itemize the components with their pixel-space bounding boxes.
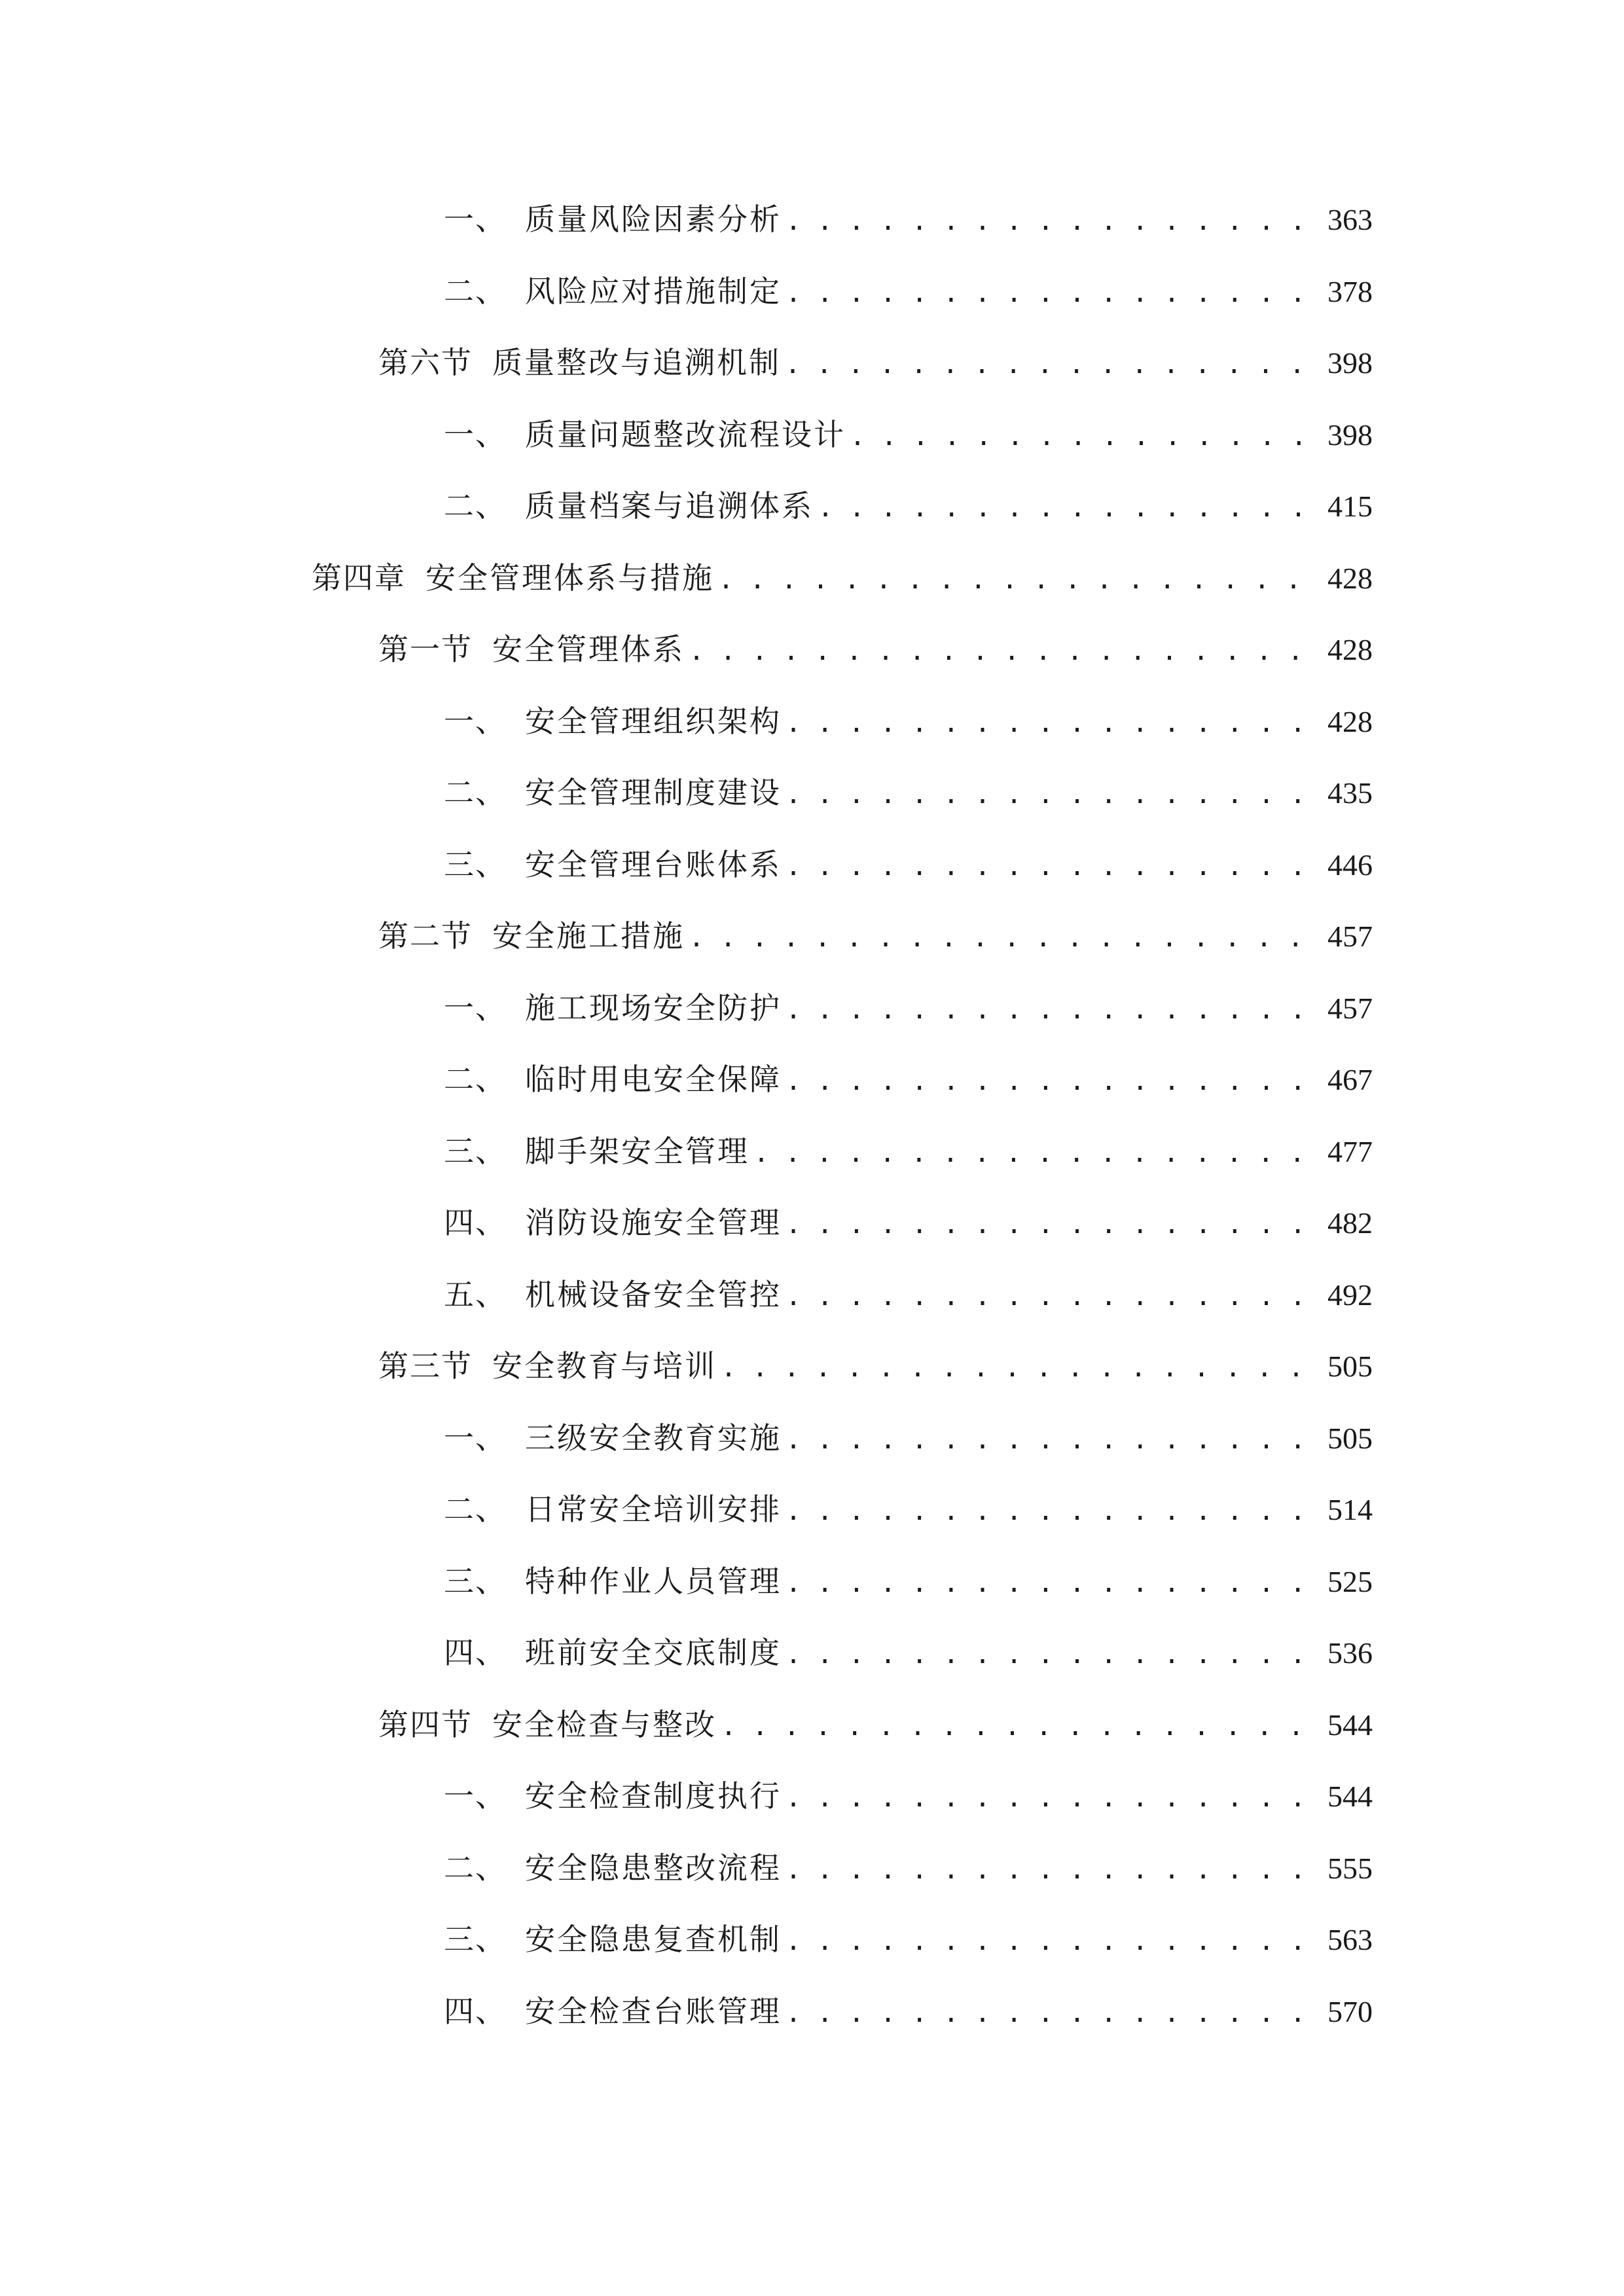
toc-dot-leader (785, 1915, 1314, 1967)
toc-entry-title: 安全管理台账体系 (525, 847, 782, 882)
toc-entry-title: 安全管理制度建设 (525, 775, 782, 810)
toc-entry-page: 446 (1327, 848, 1373, 882)
toc-entry-title: 安全管理体系与措施 (425, 560, 714, 596)
toc-dot-leader (850, 410, 1314, 463)
toc-entry[interactable] (378, 1340, 1373, 1392)
toc-dot-leader (785, 768, 1314, 821)
toc-dot-leader (818, 482, 1314, 534)
toc-entry[interactable] (444, 838, 1373, 891)
toc-entry-title: 安全施工措施 (492, 918, 685, 954)
toc-entry-title: 安全检查与整改 (492, 1707, 717, 1742)
toc-entry-page: 536 (1327, 1636, 1373, 1670)
toc-entry-title: 特种作业人员管理 (525, 1564, 782, 1599)
toc-entry-page: 398 (1327, 346, 1373, 380)
toc-entry-page: 457 (1327, 992, 1373, 1025)
toc-entry-page: 435 (1327, 776, 1373, 810)
toc-entry-page: 415 (1327, 490, 1373, 523)
toc-entry[interactable] (444, 1913, 1373, 1965)
toc-entry-page: 363 (1327, 203, 1373, 236)
toc-entry[interactable] (444, 1483, 1373, 1535)
toc-dot-leader (785, 1844, 1314, 1896)
toc-dot-leader (753, 1127, 1314, 1179)
toc-entry[interactable] (378, 623, 1373, 675)
toc-dot-leader (785, 1987, 1314, 2039)
toc-dot-leader (785, 1485, 1314, 1537)
toc-entry[interactable] (444, 1412, 1373, 1464)
toc-entry-page: 467 (1327, 1063, 1373, 1096)
toc-entry-page: 477 (1327, 1135, 1373, 1168)
toc-entry-title: 质量问题整改流程设计 (525, 417, 846, 452)
toc-entry[interactable] (444, 1268, 1373, 1321)
toc-entry-number: 五、 (444, 1277, 507, 1312)
toc-entry-page: 457 (1327, 920, 1373, 953)
toc-entry-page: 570 (1327, 1995, 1373, 2028)
toc-entry-page: 428 (1327, 705, 1373, 738)
toc-entry-title: 三级安全教育实施 (525, 1420, 782, 1456)
toc-dot-leader (785, 1055, 1314, 1107)
toc-entry-page: 555 (1327, 1852, 1373, 1885)
toc-entry[interactable] (444, 1626, 1373, 1679)
toc-entry-page: 482 (1327, 1206, 1373, 1240)
toc-entry-title: 风险应对措施制定 (525, 274, 782, 309)
toc-entry-title: 安全教育与培训 (492, 1348, 717, 1384)
toc-entry[interactable] (444, 766, 1373, 819)
toc-entry-number: 四、 (444, 1994, 507, 2029)
toc-entry-title: 日常安全培训安排 (525, 1492, 782, 1527)
toc-dot-leader (718, 554, 1314, 606)
toc-entry-number: 一、 (444, 1778, 507, 1814)
toc-entry-number: 三、 (444, 1564, 507, 1599)
toc-dot-leader (785, 1270, 1314, 1323)
toc-entry-number: 第二节 (378, 918, 473, 954)
toc-entry[interactable] (444, 1770, 1373, 1822)
toc-entry-title: 安全隐患复查机制 (525, 1922, 782, 1957)
toc-entry-number: 二、 (444, 274, 507, 309)
toc-entry-page: 428 (1327, 562, 1373, 595)
toc-entry-number: 四、 (444, 1635, 507, 1670)
toc-entry-page: 428 (1327, 633, 1373, 666)
toc-entry-title: 质量档案与追溯体系 (525, 488, 814, 524)
toc-entry-number: 一、 (444, 704, 507, 739)
toc-dot-leader (785, 1557, 1314, 1609)
toc-entry[interactable] (444, 1842, 1373, 1894)
toc-entry-title: 安全检查台账管理 (525, 1994, 782, 2029)
toc-dot-leader (785, 1198, 1314, 1251)
toc-entry-title: 临时用电安全保障 (525, 1062, 782, 1097)
toc-entry-number: 第四节 (378, 1707, 473, 1742)
toc-entry-page: 544 (1327, 1780, 1373, 1813)
toc-entry-page: 544 (1327, 1708, 1373, 1742)
toc-entry-page: 505 (1327, 1422, 1373, 1455)
toc-dot-leader (785, 697, 1314, 749)
toc-entry[interactable] (444, 1985, 1373, 2037)
toc-entry-number: 第四章 (312, 560, 406, 596)
toc-entry-page: 398 (1327, 418, 1373, 452)
toc-entry[interactable] (444, 408, 1373, 461)
toc-entry-number: 第六节 (378, 345, 473, 380)
toc-entry[interactable] (378, 1698, 1373, 1751)
toc-entry-number: 二、 (444, 488, 507, 524)
toc-entry-title: 安全隐患整改流程 (525, 1850, 782, 1886)
toc-entry-number: 二、 (444, 1492, 507, 1527)
toc-dot-leader (689, 912, 1314, 964)
toc-dot-leader (785, 984, 1314, 1036)
toc-dot-leader (785, 195, 1314, 247)
toc-dot-leader (721, 1700, 1314, 1753)
toc-entry-title: 脚手架安全管理 (525, 1134, 749, 1169)
toc-entry-number: 第一节 (378, 632, 473, 667)
toc-entry-number: 三、 (444, 1922, 507, 1957)
toc-dot-leader (785, 840, 1314, 893)
toc-entry-number: 四、 (444, 1205, 507, 1240)
toc-entry-page: 492 (1327, 1278, 1373, 1312)
toc-entry-page: 525 (1327, 1565, 1373, 1598)
toc-dot-leader (785, 338, 1314, 391)
toc-entry[interactable] (444, 982, 1373, 1034)
toc-entry[interactable] (444, 480, 1373, 532)
toc-entry[interactable] (444, 1555, 1373, 1607)
toc-entry-page: 505 (1327, 1350, 1373, 1383)
toc-entry-number: 二、 (444, 1062, 507, 1097)
toc-entry[interactable] (444, 695, 1373, 747)
toc-entry-page: 378 (1327, 275, 1373, 308)
toc-entry-page: 563 (1327, 1923, 1373, 1956)
toc-entry-title: 安全管理组织架构 (525, 704, 782, 739)
toc-entry[interactable] (444, 1196, 1373, 1249)
toc-entry-title: 机械设备安全管控 (525, 1277, 782, 1312)
toc-dot-leader (689, 625, 1314, 677)
toc-dot-leader (721, 1342, 1314, 1394)
toc-entry-number: 一、 (444, 990, 507, 1026)
toc-entry-title: 安全管理体系 (492, 632, 685, 667)
toc-entry[interactable] (312, 552, 1373, 604)
toc-entry[interactable] (444, 1125, 1373, 1177)
toc-entry-title: 班前安全交底制度 (525, 1635, 782, 1670)
toc-entry-number: 一、 (444, 202, 507, 237)
toc-entry-number: 三、 (444, 1134, 507, 1169)
toc-entry-number: 三、 (444, 847, 507, 882)
toc-entry-title: 质量整改与追溯机制 (492, 345, 781, 380)
toc-dot-leader (785, 1414, 1314, 1466)
toc-entry-number: 二、 (444, 775, 507, 810)
toc-entry-number: 二、 (444, 1850, 507, 1886)
toc-entry-number: 一、 (444, 1420, 507, 1456)
toc-dot-leader (785, 267, 1314, 319)
toc-dot-leader (785, 1772, 1314, 1824)
toc-dot-leader (785, 1628, 1314, 1681)
toc-entry-title: 消防设施安全管理 (525, 1205, 782, 1240)
toc-entry[interactable] (444, 265, 1373, 317)
toc-entry-page: 514 (1327, 1493, 1373, 1526)
toc-entry-title: 安全检查制度执行 (525, 1778, 782, 1814)
toc-entry[interactable] (444, 1053, 1373, 1105)
toc-entry[interactable] (378, 336, 1373, 389)
toc-entry-number: 第三节 (378, 1348, 473, 1384)
toc-entry[interactable] (444, 193, 1373, 245)
toc-entry-title: 施工现场安全防护 (525, 990, 782, 1026)
toc-entry[interactable] (378, 910, 1373, 962)
toc-entry-title: 质量风险因素分析 (525, 202, 782, 237)
toc-entry-number: 一、 (444, 417, 507, 452)
